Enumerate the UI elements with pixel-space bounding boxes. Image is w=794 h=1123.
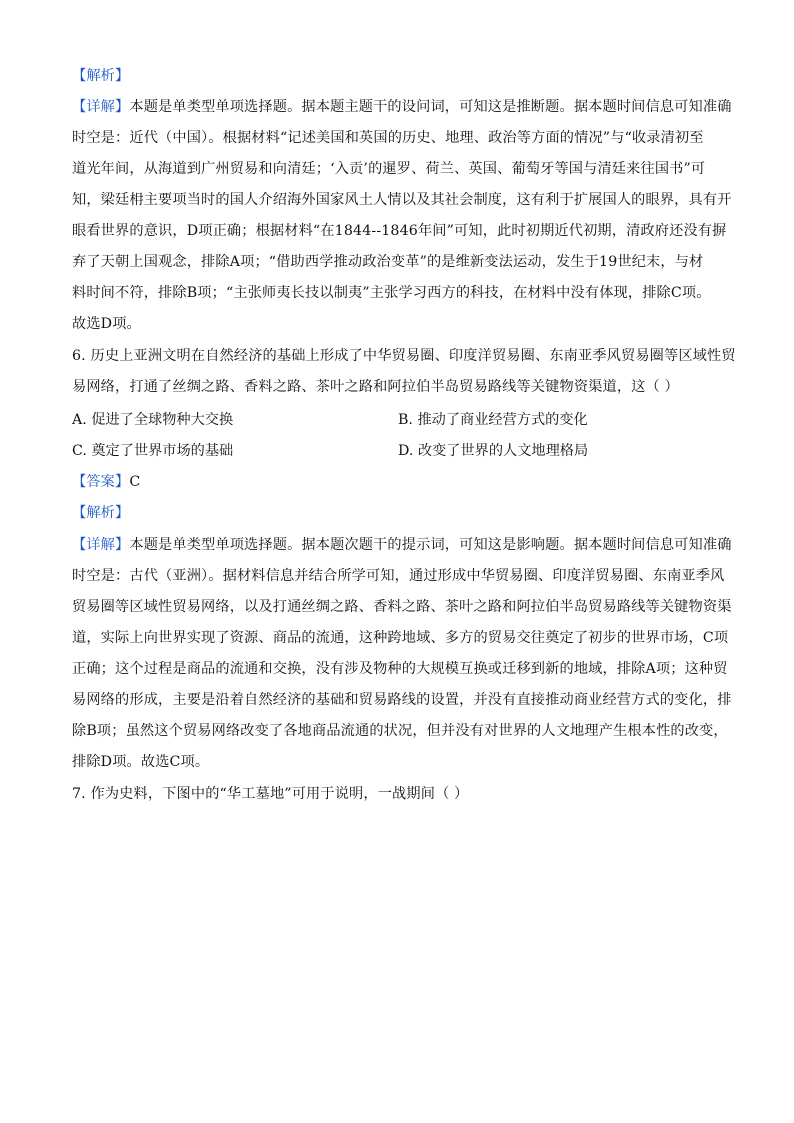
option-c: C. 奠定了世界市场的基础	[72, 443, 234, 459]
detail-line: 易网络的形成，主要是沿着自然经济的基础和贸易路线的设置，并没有直接推动商业经营方式的变化，排	[72, 692, 732, 708]
detail-line: 排除D项。故选C项。	[72, 754, 210, 770]
answer-line	[72, 472, 140, 492]
analysis-tag: 【解析】	[72, 68, 130, 84]
detail-line: 故选D项。	[72, 316, 141, 332]
detail-line: 正确；这个过程是商品的流通和交换，没有涉及物种的大规模互换或迁移到新的地域，排除A项；这种贸	[72, 661, 728, 677]
option-d: D. 改变了世界的人文地理格局	[398, 443, 589, 459]
detail-line: 道光年间，从海道到广州贸易和向清廷；‘入贡’的暹罗、荷兰、英国、葡萄牙等国与清廷来往国书”可	[72, 161, 706, 177]
analysis-tag: 【解析】	[72, 505, 130, 521]
detail-text: 本题是单类型单项选择题。据本题次题干的提示词，可知这是影响题。据本题时间信息可知准确	[129, 537, 732, 553]
answer-value: C	[129, 474, 141, 490]
detail-line: 时空是：古代（亚洲）。据材料信息并结合所学可知，通过形成中华贸易圈、印度洋贸易圈、东南亚季风	[72, 568, 725, 584]
detail-line	[72, 535, 732, 555]
detail-line: 贸易圈等区域性贸易网络，以及打通丝绸之路、香料之路、茶叶之路和阿拉伯半岛贸易路线等关键物资渠	[72, 599, 732, 615]
detail-line	[72, 97, 732, 117]
option-b: B. 推动了商业经营方式的变化	[398, 412, 588, 428]
option-a: A. 促进了全球物种大交换	[72, 412, 234, 428]
answer-tag: 【答案】	[72, 474, 130, 490]
detail-tag: 【详解】	[72, 99, 130, 115]
detail-line: 弃了天朝上国观念，排除A项；“借助西学推动政治变革”的是维新变法运动，发生于19世纪末，与材	[72, 254, 704, 270]
question-6-stem: 易网络，打通了丝绸之路、香料之路、茶叶之路和阿拉伯半岛贸易路线等关键物资渠道，这（ ）	[72, 379, 679, 395]
question-7-stem: 7. 作为史料，下图中的“华工墓地”可用于说明，一战期间（ ）	[72, 786, 469, 802]
question-6-stem: 6. 历史上亚洲文明在自然经济的基础上形成了中华贸易圈、印度洋贸易圈、东南亚季风贸易圈等区域性贸	[72, 348, 736, 364]
detail-line: 知，梁廷枏主要项当时的国人介绍海外国家风土人情以及其社会制度，这有利于扩展国人的眼界，具有开	[72, 192, 732, 208]
detail-line: 除B项；虽然这个贸易网络改变了各地商品流通的状况，但并没有对世界的人文地理产生根本性的改变，	[72, 723, 728, 739]
detail-line: 时空是：近代（中国）。根据材料“记述美国和英国的历史、地理、政治等方面的情况”与“收录清初至	[72, 130, 704, 146]
detail-line: 道，实际上向世界实现了资源、商品的流通，这种跨地域、多方的贸易交往奠定了初步的世界市场，C项	[72, 630, 729, 646]
detail-line: 眼看世界的意识，D项正确；根据材料“在1844--1846年间”可知，此时初期近代初期，清政府还没有摒	[72, 223, 727, 239]
detail-line: 料时间不符，排除B项；“主张师夷长技以制夷”主张学习西方的科技，在材料中没有体现，排除C项。	[72, 285, 711, 301]
detail-tag: 【详解】	[72, 537, 130, 553]
detail-text: 本题是单类型单项选择题。据本题主题干的设问词，可知这是推断题。据本题时间信息可知准确	[129, 99, 732, 115]
